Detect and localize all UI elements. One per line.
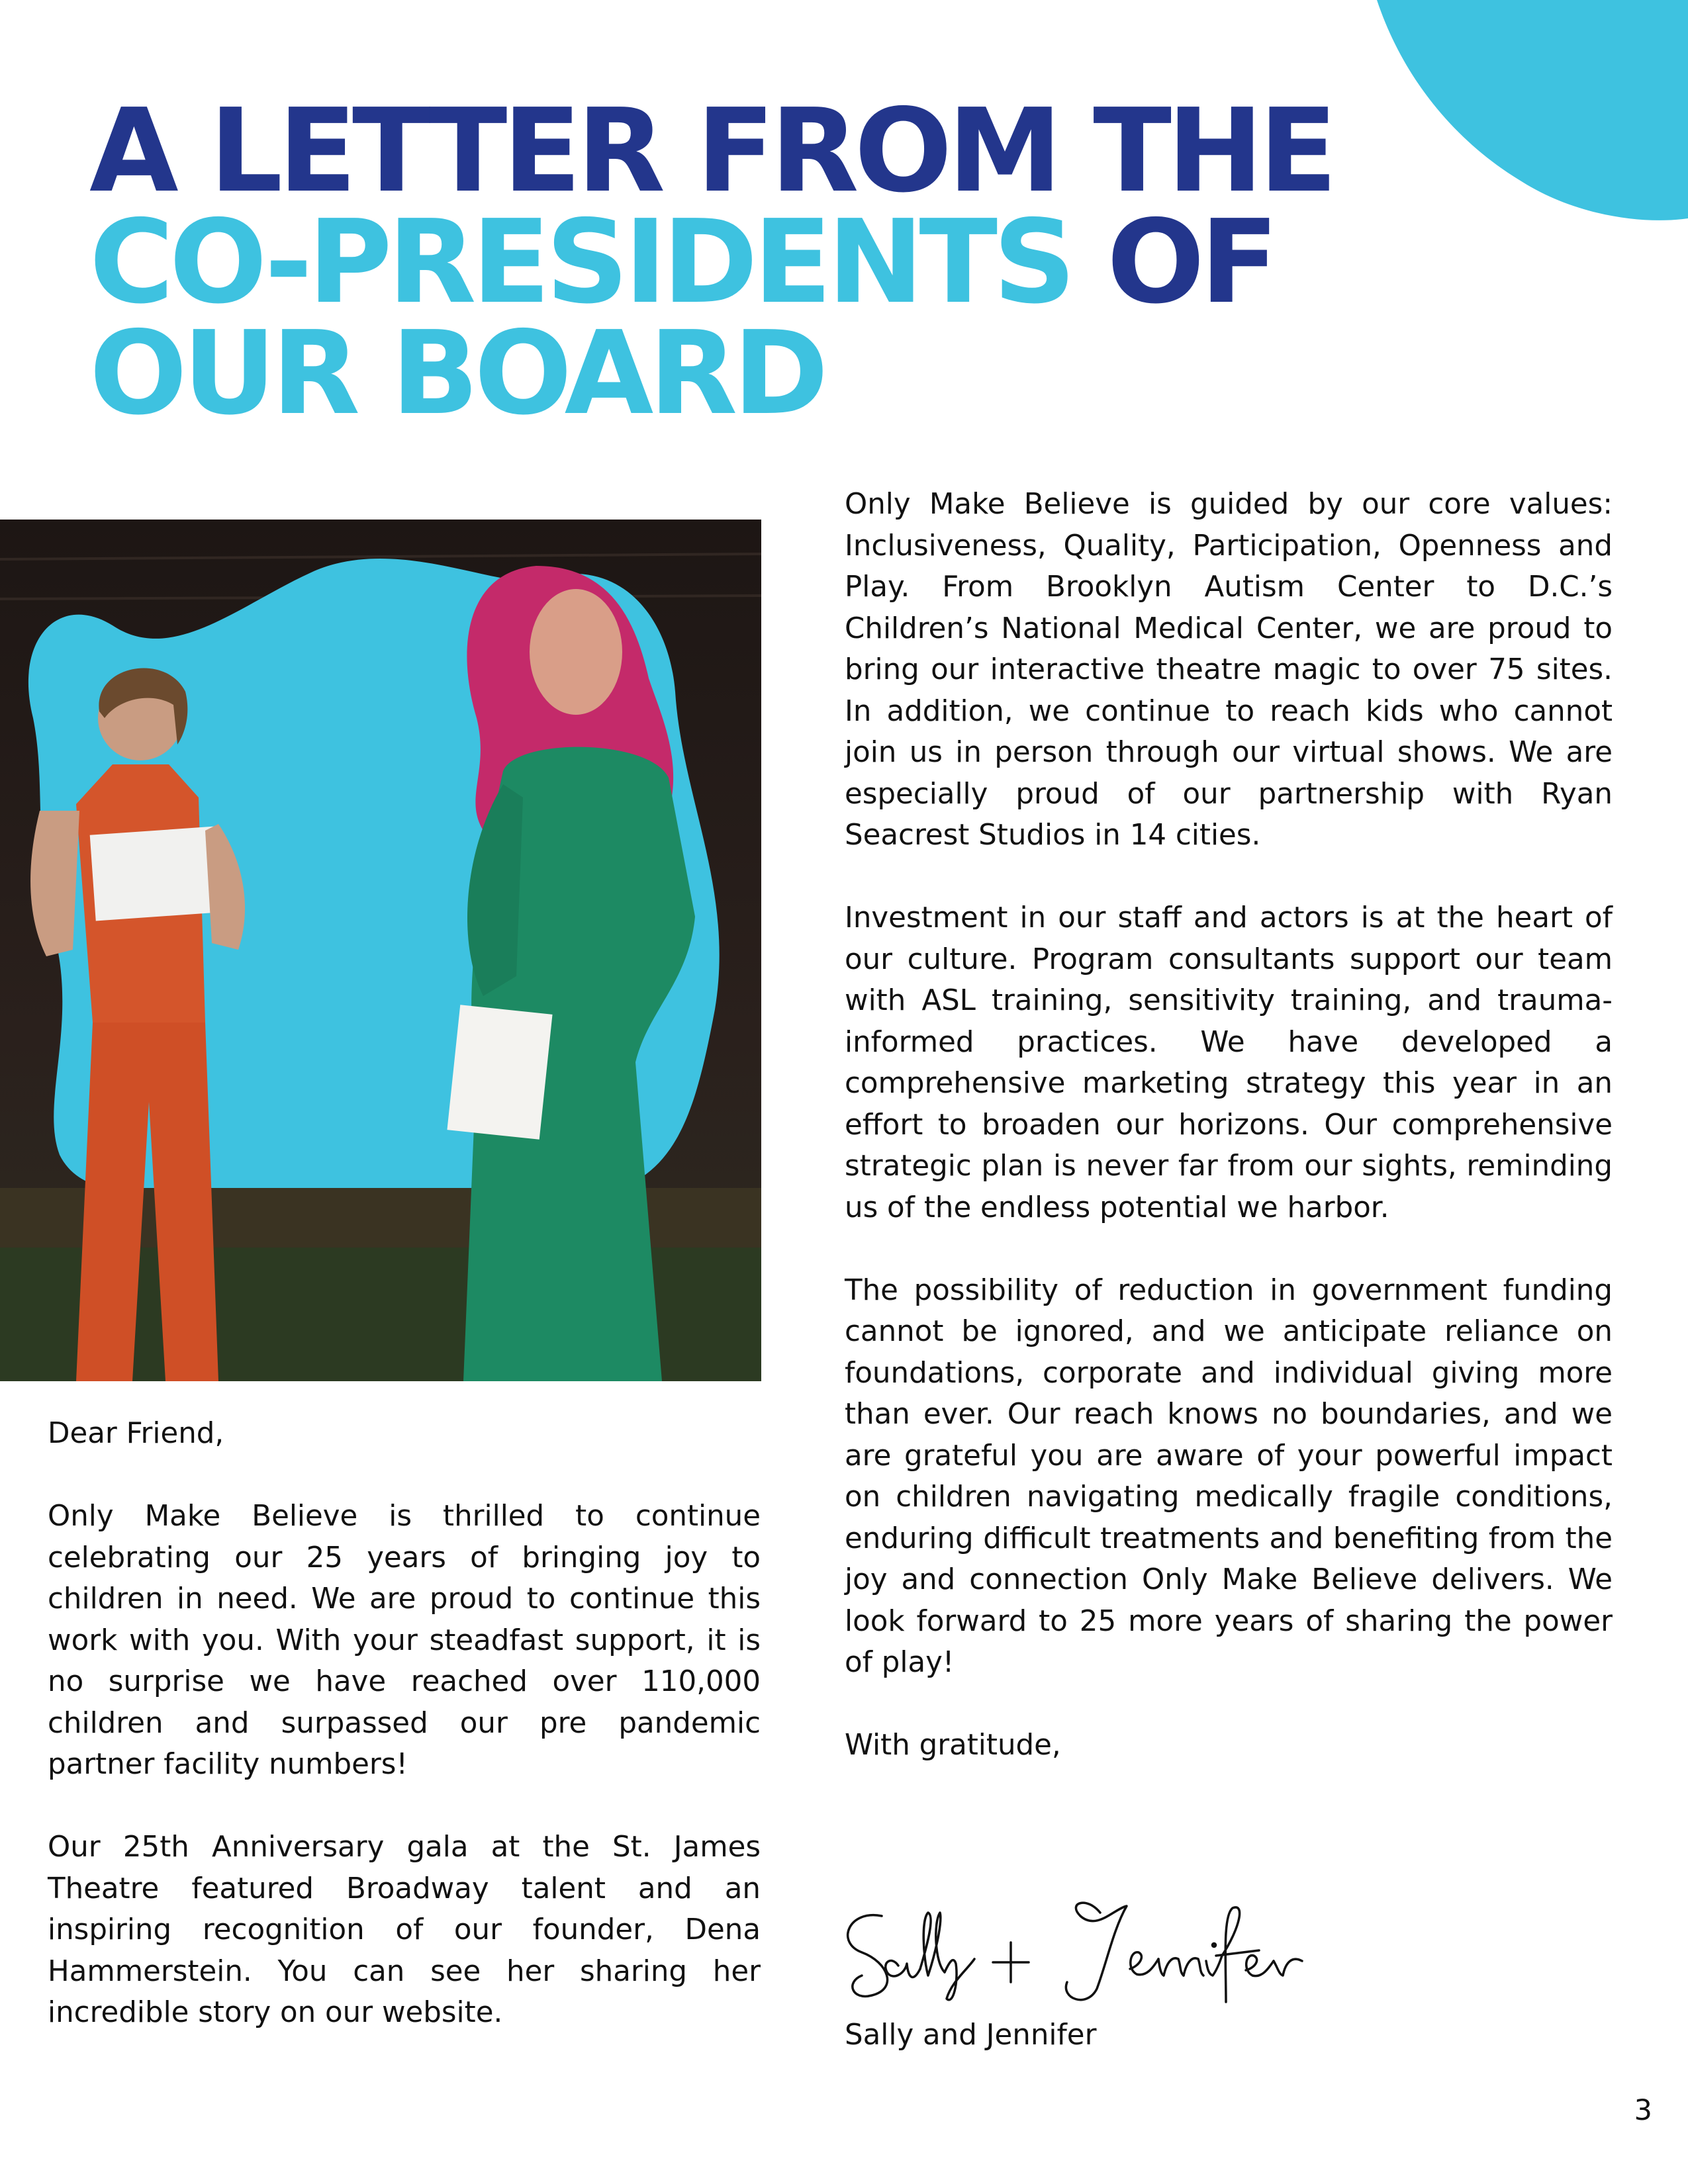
- right-paragraph-2: Investment in our staff and actors is at the heart of our culture. Program consultants support our team with ASL training, sensitivity training, and trauma-informed practices. We have developed a comprehensive marketing strategy this year in an effort to broaden our horizons. Our comprehensive strategic plan is never far from our sights, reminding us of the endless potential we harbor.: [845, 901, 1613, 1224]
- handwritten-signature: [835, 1889, 1365, 2009]
- left-column: [48, 1413, 761, 2075]
- right-paragraph-1: Only Make Believe is guided by our core values: Inclusiveness, Quality, Participation, Openness and Play. From Brooklyn Autism Center to D.C.’s Children’s National Medical Center, we are proud to bring our interactive theatre magic to over 75 sites. In addition, we continue to reach kids who cannot join us in person through our virtual shows. We are especially proud of our partnership with Ryan Seacrest Studios in 14 cities.: [845, 488, 1613, 852]
- title-line-1: A LETTER FROM THE: [89, 84, 1333, 218]
- decorative-corner-blob: [1377, 0, 1688, 222]
- title-line-2-rest: OF: [1071, 195, 1274, 330]
- title-line-2: [89, 195, 1333, 330]
- salutation: Dear Friend,: [48, 1417, 224, 1450]
- title-highlight: CO-PRESIDENTS: [89, 195, 1072, 330]
- right-column: [845, 484, 1613, 1807]
- right-paragraph-3: The possibility of reduction in government funding cannot be ignored, and we anticipate reliance on foundations, corporate and individual giving more than ever. Our reach knows no boundaries, and we are grateful you are aware of your powerful impact on children navigating medically fragile conditions, enduring difficult treatments and benefiting from the joy and connection Only Make Believe delivers. We look forward to 25 more years of sharing the power of play!: [845, 1273, 1613, 1679]
- left-paragraph-1: Only Make Believe is thrilled to continue celebrating our 25 years of bringing joy to children in need. We are proud to continue this work with you. With your steadfast support, it is no surprise we have reached over 110,000 children and surpassed our pre pandemic partner facility numbers!: [48, 1500, 761, 1781]
- closing: With gratitude,: [845, 1729, 1061, 1762]
- co-presidents-photo: [0, 520, 761, 1381]
- page-number: 3: [1634, 2094, 1652, 2127]
- left-paragraph-2: Our 25th Anniversary gala at the St. James Theatre featured Broadway talent and an inspiring recognition of our founder, Dena Hammerstein. You can see her sharing her incredible story on our website.: [48, 1831, 761, 2029]
- page-title: [89, 84, 1333, 441]
- title-line-3: OUR BOARD: [89, 306, 824, 441]
- signer-name: Sally and Jennifer: [845, 2019, 1097, 2052]
